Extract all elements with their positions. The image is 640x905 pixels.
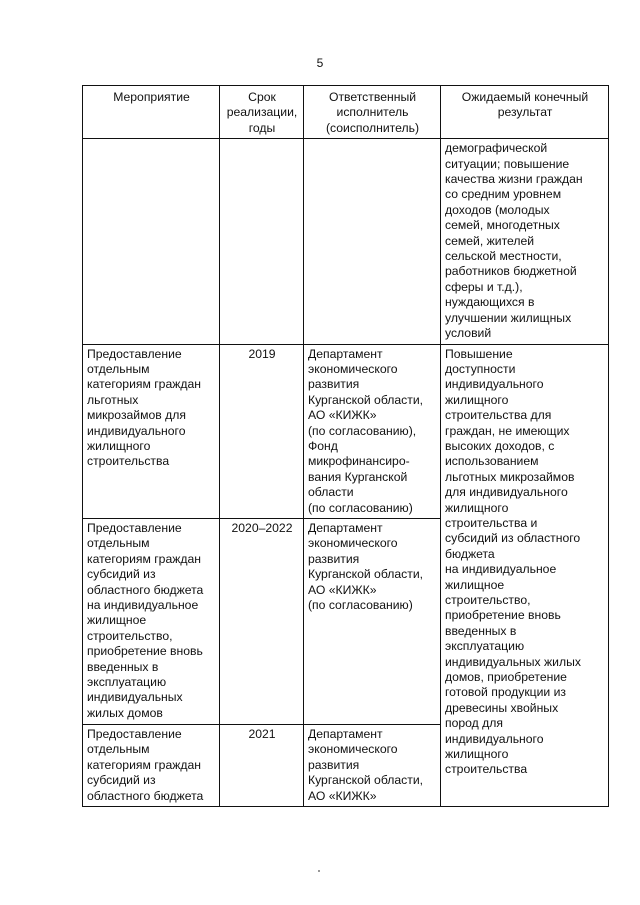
header-result: Ожидаемый конечный результат bbox=[441, 86, 609, 139]
table-row-continuation bbox=[83, 139, 609, 344]
cell-responsible-empty bbox=[304, 139, 441, 344]
header-period: Срок реализации, годы bbox=[220, 86, 304, 139]
program-activities-table bbox=[82, 85, 609, 807]
cell-period: 2021 bbox=[220, 724, 304, 806]
table-row bbox=[83, 344, 609, 518]
cell-responsible: Департамент экономического развития Курганской области, АО «КИЖК» (по согласованию), Фонд микрофинансиро- вания Курганской области (по согласованию) bbox=[304, 344, 441, 518]
cell-activity: Предоставление отдельным категориям граждан субсидий из областного бюджета bbox=[83, 724, 220, 806]
cell-responsible: Департамент экономического развития Курганской области, АО «КИЖК» (по согласованию) bbox=[304, 518, 441, 724]
table-header-row bbox=[83, 86, 609, 139]
cell-activity: Предоставление отдельным категориям граждан субсидий из областного бюджета на индивидуальное жилищное строительство, приобретение вновь введенных в эксплуатацию индивидуальных жилых домов bbox=[83, 518, 220, 724]
cell-responsible: Департамент экономического развития Курганской области, АО «КИЖК» bbox=[304, 724, 441, 806]
page-number: 5 bbox=[316, 56, 324, 70]
cell-activity: Предоставление отдельным категориям граждан льготных микрозаймов для индивидуального жилищного строительства bbox=[83, 344, 220, 518]
cell-activity-empty bbox=[83, 139, 220, 344]
cell-period: 2019 bbox=[220, 344, 304, 518]
cell-result-merged: Повышение доступности индивидуального жилищного строительства для граждан, не имеющих высоких доходов, с использованием льготных микрозаймов для индивидуального жилищного строительства и субсидий из областного бюджета на индивидуальное жилищное строительство, приобретение вновь введенных в эксплуатацию индивидуальных жилых домов, приобретение готовой продукции из древесины хвойных пород для индивидуального жилищного строительства bbox=[441, 344, 609, 807]
cell-period: 2020–2022 bbox=[220, 518, 304, 724]
header-activity: Мероприятие bbox=[83, 86, 220, 139]
cell-result-continuation: демографической ситуации; повышение качества жизни граждан со средним уровнем доходов (молодых семей, многодетных семей, жителей сельской местности, работников бюджетной сферы и т.д.), нуждающихся в улучшении жилищных условий bbox=[441, 139, 609, 344]
header-responsible: Ответственный исполнитель (соисполнитель) bbox=[304, 86, 441, 139]
cell-period-empty bbox=[220, 139, 304, 344]
scan-speck bbox=[318, 870, 320, 872]
